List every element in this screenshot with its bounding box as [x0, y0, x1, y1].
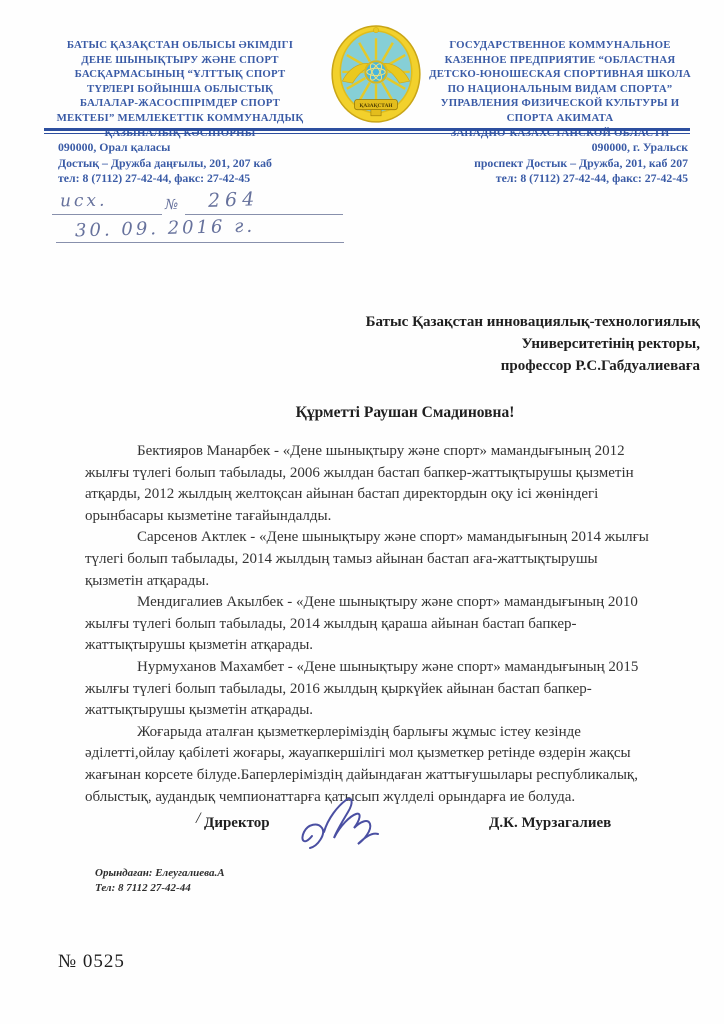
executor-block: [95, 866, 225, 895]
executor-phone: Тел: 8 7112 27-42-44: [95, 881, 191, 894]
org-left-line: МЕКТЕБІ” МЕМЛЕКЕТТІК КОММУНАЛДЫҚ: [56, 111, 304, 124]
org-right-line: КАЗЕННОЕ ПРЕДПРИЯТИЕ “ОБЛАСТНАЯ: [444, 53, 676, 66]
address-left-line: тел: 8 (7112) 27-42-44, факс: 27-42-45: [58, 171, 251, 185]
letter-body: [85, 441, 653, 808]
recipient-block: [300, 311, 700, 377]
org-left-line: ТҮРЛЕРІ БОЙЫНША ОБЛЫСТЫҚ: [86, 82, 274, 95]
org-left-line: БАСҚАРМАСЫНЫҢ “ҰЛТТЫҚ СПОРТ: [74, 68, 286, 81]
letterhead-divider: [44, 128, 690, 134]
address-right-line: проспект Достык – Дружба, 201, каб 207: [474, 155, 688, 170]
org-name-kazakh: [44, 38, 316, 140]
org-left-line: ДЕНЕ ШЫНЫҚТЫРУ ЖӘНЕ СПОРТ: [81, 53, 279, 66]
org-left-line: ҚАЗЫНАЛЫҚ КӘСІПОРНЫ: [104, 126, 256, 139]
address-russian: [474, 140, 688, 187]
address-kazakh: [58, 140, 272, 187]
signer-title: Директор: [204, 815, 270, 831]
signer-name: Д.К. Мурзагалиев: [489, 815, 612, 831]
recipient-line: профессор Р.С.Габдуалиеваға: [500, 358, 700, 374]
handwritten-signature: [298, 788, 402, 854]
org-left-line: БАТЫС ҚАЗАҚСТАН ОБЛЫСЫ ӘКІМДІГІ: [66, 39, 294, 51]
body-paragraph: Нурмуханов Махамбет - «Дене шынықтыру және спорт» мамандығының 2015 жылғы түлегі болып табылады, 2016 жылдың қыркүйек айынан бастап бапкер-жаттықтырушы қызметін атқарады.: [85, 658, 639, 719]
body-paragraph: Сарсенов Актлек - «Дене шынықтыру және спорт» мамандығының 2014 жылғы түлегі болып табылады, 2014 жылдың тамыз айынан бастап аға-жаттықтырушы қызметін атқарады.: [85, 529, 649, 589]
body-paragraph: Мендигалиев Акылбек - «Дене шынықтыру және спорт» мамандығының 2010 жылғы түлегі болып табылады, 2014 жылдың қараша айынан бастап бапкер-жаттықтырушы қызметін атқарады.: [85, 594, 638, 654]
address-left-line: Достық – Дружба даңғылы, 201, 207 каб: [58, 155, 272, 170]
org-right-line: ДЕТСКО-ЮНОШЕСКАЯ СПОРТИВНАЯ ШКОЛА: [429, 68, 691, 81]
recipient-line: Университетінің ректоры,: [521, 336, 700, 352]
handwritten-outgoing-number: 264: [207, 188, 260, 212]
address-right-line: тел: 8 (7112) 27-42-44, факс: 27-42-45: [495, 171, 688, 185]
body-paragraph: Жоғарыда аталған қызметкерлеріміздің барлығы жұмыс істеу кезінде әділетті,ойлау қабілеті жоғары, жауапкершілігі мол қызметкер ретінде өздерін жақсы жағынан корсете білуде.Баперлеріміздің дайындаған жаттығушылары республикалық, облыстық, аудандық чемпионаттарға қатысып жүлделі орындарға ие болуда.: [85, 723, 638, 805]
underline: [56, 242, 344, 243]
form-number: № 0525: [58, 951, 125, 972]
recipient-line: Батыс Қазақстан инновациялық-технологиялық: [365, 314, 700, 330]
address-left-line: 090000, Орал қаласы: [58, 140, 171, 154]
org-right-line: СПОРТА АКИМАТА: [506, 111, 614, 124]
handwritten-date: 30. 09. 2016 г.: [74, 215, 256, 242]
underline: [185, 214, 343, 215]
address-right-line: 090000, г. Уральск: [591, 140, 688, 154]
org-right-line: ПО НАЦИОНАЛЬНЫМ ВИДАМ СПОРТА”: [447, 82, 673, 95]
handwritten-tick: /: [196, 810, 201, 827]
executor-name: Орындаған: Елеугалиева.А: [95, 867, 225, 879]
org-right-line: УПРАВЛЕНИЯ ФИЗИЧЕСКОЙ КУЛЬТУРЫ И: [440, 97, 680, 110]
number-sign: №: [165, 197, 179, 213]
org-name-russian: [424, 38, 696, 140]
handwritten-outgoing-label: исх.: [59, 190, 108, 212]
org-right-line: ГОСУДАРСТВЕННОЕ КОММУНАЛЬНОЕ: [449, 39, 671, 51]
emblem-banner-text: ҚАЗАҚСТАН: [359, 103, 393, 110]
underline: [52, 214, 162, 215]
salutation: Құрметті Раушан Смадиновна!: [295, 404, 515, 421]
kazakhstan-emblem-icon: [330, 24, 422, 126]
body-paragraph: Бектияров Манарбек - «Дене шынықтыру және спорт» мамандығының 2012 жылғы түлегі болып табылады, 2006 жылдан бастап бапкер-жаттықтырушы қызметін атқарды, 2012 жылдың желтоқсан айынан бастап директордын оқу ісі жөніндегі орынбасары кызметіне тағайындалды.: [85, 443, 634, 524]
org-right-line: ЗАПАДНО-КАЗАХСТАНСКОЙ ОБЛАСТИ: [450, 126, 670, 139]
org-left-line: БАЛАЛАР-ЖАСОСПІРІМДЕР СПОРТ: [79, 97, 281, 110]
